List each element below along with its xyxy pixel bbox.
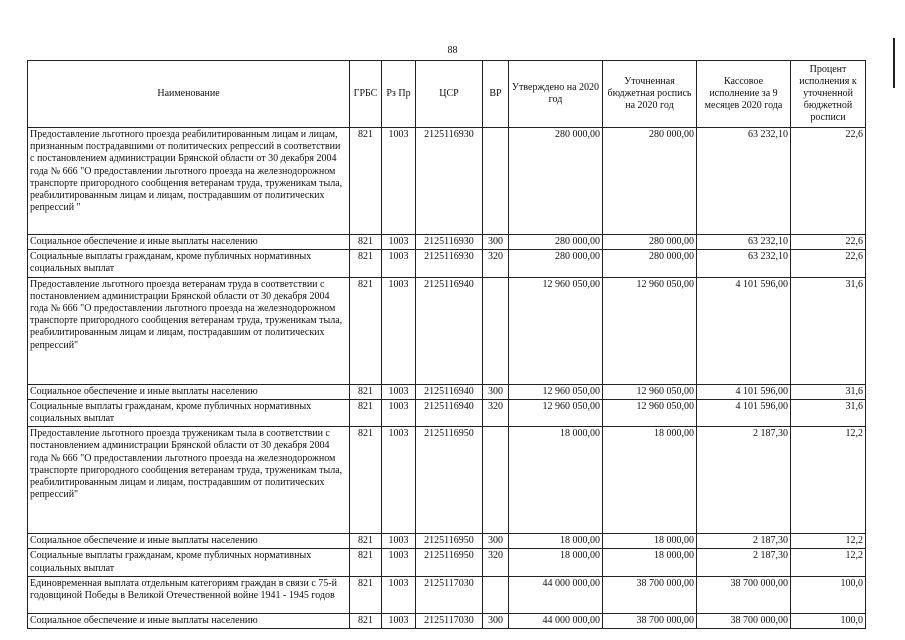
row-cash: 2 187,30 [697,534,791,549]
row-approved: 18 000,00 [509,427,603,534]
row-rzpr: 1003 [382,576,416,613]
row-refined: 18 000,00 [603,549,697,576]
row-rzpr: 1003 [382,277,416,384]
row-refined: 38 700 000,00 [603,613,697,628]
row-refined: 18 000,00 [603,427,697,534]
row-cash: 4 101 596,00 [697,277,791,384]
row-vr: 320 [483,250,509,277]
row-cash: 38 700 000,00 [697,576,791,613]
row-refined: 280 000,00 [603,235,697,250]
row-vr: 320 [483,399,509,426]
row-rzpr: 1003 [382,427,416,534]
row-approved: 44 000 000,00 [509,613,603,628]
row-approved: 12 960 050,00 [509,384,603,399]
row-cash: 4 101 596,00 [697,399,791,426]
row-cash: 63 232,10 [697,250,791,277]
table-row [28,399,866,426]
row-grbs: 821 [350,427,382,534]
row-cash: 63 232,10 [697,128,791,235]
row-name: Предоставление льготного проезда труженикам тыла в соответствии с постановлением администрации Брянской области от 30 декабря 2004 года № 666 "О предоставлении льготного проезда на железнодорожном транспорте пригородного сообщения ветеранам труда, труженикам тыла, реабилитированным лицам и лицам, пострадавшим от политических репрессий" [28,427,350,534]
row-name: Социальное обеспечение и иные выплаты населению [28,235,350,250]
table-row [28,549,866,576]
table-row [28,576,866,613]
header-approved: Утверждено на 2020 год [509,61,603,128]
table-row [28,534,866,549]
row-grbs: 821 [350,549,382,576]
table-row [28,384,866,399]
row-percent: 22,6 [791,128,866,235]
row-percent: 31,6 [791,277,866,384]
row-csr: 2125116940 [416,384,483,399]
header-percent: Процент исполнения к уточненной бюджетной росписи [791,61,866,128]
row-rzpr: 1003 [382,549,416,576]
header-csr: ЦСР [416,61,483,128]
row-cash: 63 232,10 [697,235,791,250]
row-csr: 2125116950 [416,549,483,576]
row-rzpr: 1003 [382,250,416,277]
table-row [28,128,866,235]
row-vr [483,277,509,384]
row-refined: 12 960 050,00 [603,277,697,384]
row-vr [483,128,509,235]
table-row [28,613,866,628]
margin-mark [893,38,895,88]
row-percent: 100,0 [791,576,866,613]
row-approved: 280 000,00 [509,235,603,250]
row-name: Социальное обеспечение и иные выплаты населению [28,534,350,549]
header-refined: Уточненная бюджетная роспись на 2020 год [603,61,697,128]
row-approved: 18 000,00 [509,534,603,549]
row-refined: 18 000,00 [603,534,697,549]
row-percent: 22,6 [791,235,866,250]
header-name: Наименование [28,61,350,128]
row-vr [483,427,509,534]
row-approved: 12 960 050,00 [509,277,603,384]
row-percent: 22,6 [791,250,866,277]
table-row [28,235,866,250]
row-csr: 2125116940 [416,399,483,426]
row-grbs: 821 [350,250,382,277]
row-approved: 12 960 050,00 [509,399,603,426]
row-cash: 38 700 000,00 [697,613,791,628]
row-name: Единовременная выплата отдельным категориям граждан в связи с 75-й годовщиной Победы в Великой Отечественной войне 1941 - 1945 годов [28,576,350,613]
row-grbs: 821 [350,277,382,384]
table-row [28,427,866,534]
row-grbs: 821 [350,534,382,549]
page-number: 88 [447,45,458,56]
row-percent: 31,6 [791,384,866,399]
table-row [28,250,866,277]
row-percent: 12,2 [791,427,866,534]
row-approved: 44 000 000,00 [509,576,603,613]
row-vr: 300 [483,384,509,399]
row-grbs: 821 [350,613,382,628]
row-csr: 2125116930 [416,128,483,235]
row-csr: 2125116930 [416,235,483,250]
row-csr: 2125117030 [416,613,483,628]
row-csr: 2125117030 [416,576,483,613]
row-grbs: 821 [350,235,382,250]
row-vr: 300 [483,235,509,250]
row-grbs: 821 [350,399,382,426]
row-name: Социальное обеспечение и иные выплаты населению [28,613,350,628]
row-grbs: 821 [350,576,382,613]
row-percent: 12,2 [791,549,866,576]
row-rzpr: 1003 [382,399,416,426]
header-grbs: ГРБС [350,61,382,128]
row-approved: 18 000,00 [509,549,603,576]
header-cash: Кассовое исполнение за 9 месяцев 2020 года [697,61,791,128]
budget-table [27,60,866,629]
row-refined: 280 000,00 [603,250,697,277]
row-vr [483,576,509,613]
row-name: Предоставление льготного проезда реабилитированным лицам и лицам, признанным пострадавшими от политических репрессий в соответствии с постановлением администрации Брянской области от 30 декабря 2004 года № 666 "О предоставлении льготного проезда на железнодорожном транспорте пригородного сообщения ветеранам труда, труженикам тыла, реабилитированным лицам и лицам, пострадавшим от политических репрессий " [28,128,350,235]
table-row [28,277,866,384]
row-rzpr: 1003 [382,613,416,628]
row-refined: 38 700 000,00 [603,576,697,613]
row-name: Социальное обеспечение и иные выплаты населению [28,384,350,399]
row-percent: 100,0 [791,613,866,628]
header-row [28,61,866,128]
row-name: Социальные выплаты гражданам, кроме публичных нормативных социальных выплат [28,399,350,426]
row-cash: 2 187,30 [697,427,791,534]
row-csr: 2125116930 [416,250,483,277]
row-cash: 2 187,30 [697,549,791,576]
row-name: Социальные выплаты гражданам, кроме публичных нормативных социальных выплат [28,549,350,576]
row-approved: 280 000,00 [509,128,603,235]
row-percent: 31,6 [791,399,866,426]
row-rzpr: 1003 [382,534,416,549]
row-name: Социальные выплаты гражданам, кроме публичных нормативных социальных выплат [28,250,350,277]
row-percent: 12,2 [791,534,866,549]
row-csr: 2125116950 [416,534,483,549]
header-rzpr: Рз Пр [382,61,416,128]
row-grbs: 821 [350,128,382,235]
row-csr: 2125116940 [416,277,483,384]
row-grbs: 821 [350,384,382,399]
row-vr: 300 [483,613,509,628]
row-rzpr: 1003 [382,235,416,250]
row-refined: 12 960 050,00 [603,384,697,399]
row-vr: 320 [483,549,509,576]
row-rzpr: 1003 [382,384,416,399]
row-refined: 12 960 050,00 [603,399,697,426]
row-approved: 280 000,00 [509,250,603,277]
row-csr: 2125116950 [416,427,483,534]
row-vr: 300 [483,534,509,549]
row-cash: 4 101 596,00 [697,384,791,399]
row-rzpr: 1003 [382,128,416,235]
row-name: Предоставление льготного проезда ветеранам труда в соответствии с постановлением администрации Брянской области от 30 декабря 2004 года № 666 "О предоставлении льготного проезда на железнодорожном транспорте пригородного сообщения ветеранам труда, труженикам тыла, реабилитированным лицам и лицам, пострадавшим от политических репрессий" [28,277,350,384]
row-refined: 280 000,00 [603,128,697,235]
header-vr: ВР [483,61,509,128]
